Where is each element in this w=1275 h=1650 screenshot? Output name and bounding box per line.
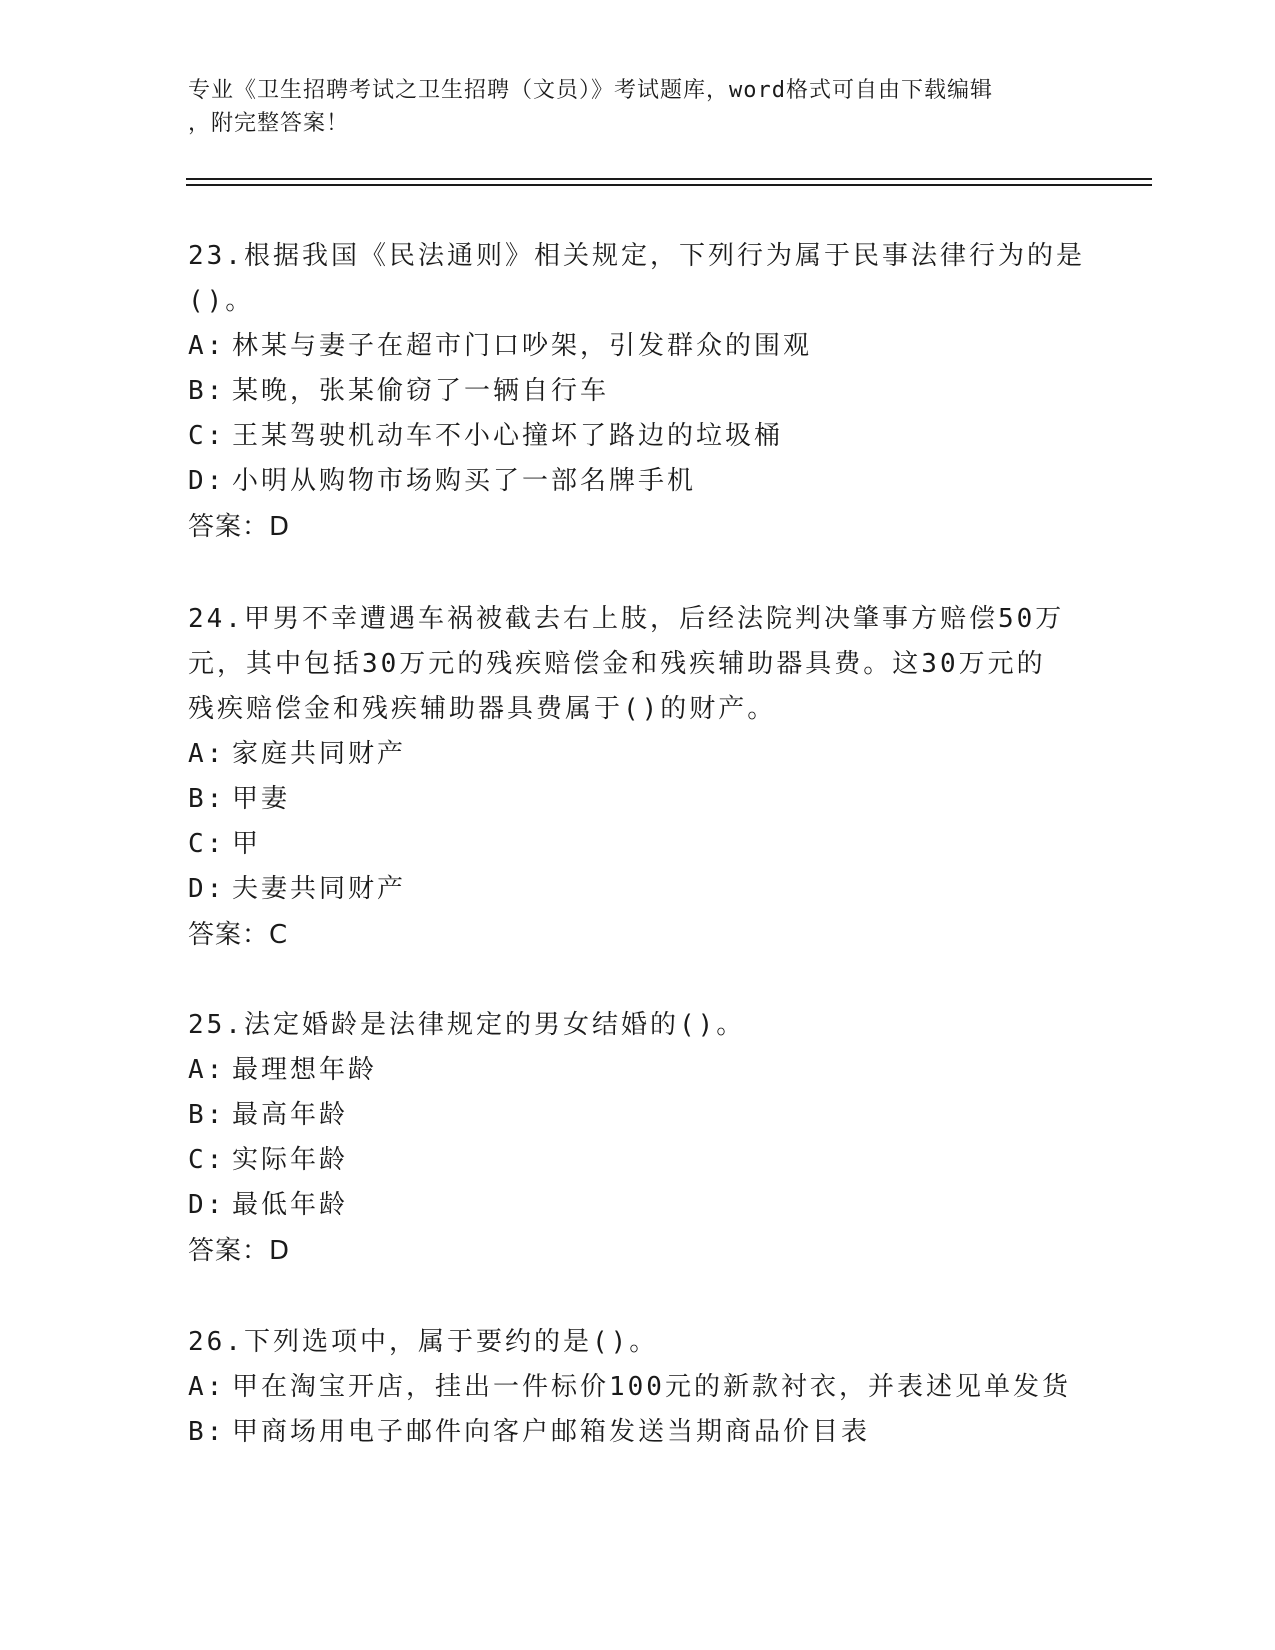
option-key: B: (188, 1100, 226, 1130)
header-line-2: ，附完整答案！ (188, 111, 350, 136)
header-divider-bottom (186, 184, 1152, 186)
header-divider-top (186, 178, 1152, 180)
option-c (188, 414, 1088, 459)
option-key: B: (188, 784, 226, 814)
option-d (188, 459, 1088, 504)
option-b (188, 777, 1088, 822)
option-key: B: (188, 1417, 226, 1447)
option-text: 林某与妻子在超市门口吵架，引发群众的围观 (232, 331, 813, 361)
option-text: 王某驾驶机动车不小心撞坏了路边的垃圾桶 (232, 421, 784, 451)
option-text: 甲在淘宝开店，挂出一件标价100元的新款衬衣，并表述见单发货 (232, 1372, 1071, 1402)
stem-line: 23.根据我国《民法通则》相关规定，下列行为属于民事法律行为的是 (188, 241, 1085, 271)
stem-line: 元，其中包括30万元的残疾赔偿金和残疾辅助器具费。这30万元的 (188, 649, 1046, 679)
stem-line: ()。 (188, 286, 255, 316)
option-c (188, 822, 1088, 867)
option-a (188, 1365, 1088, 1410)
stem-line: 24.甲男不幸遭遇车祸被截去右上肢，后经法院判决肇事方赔偿50万 (188, 604, 1065, 634)
stem-line: 26.下列选项中，属于要约的是()。 (188, 1327, 659, 1357)
option-text: 实际年龄 (232, 1145, 349, 1175)
option-a (188, 1048, 1088, 1093)
option-text: 甲商场用电子邮件向客户邮箱发送当期商品价目表 (232, 1417, 871, 1447)
option-key: D: (188, 1190, 226, 1220)
question-stem (188, 234, 1088, 324)
question-25 (188, 1003, 1088, 1274)
option-text: 甲 (232, 829, 262, 859)
question-26 (188, 1320, 1088, 1455)
option-a (188, 324, 1088, 369)
answer-line: 答案：D (188, 512, 291, 542)
stem-line: 残疾赔偿金和残疾辅助器具费属于()的财产。 (188, 694, 777, 724)
option-key: D: (188, 874, 226, 904)
option-key: A: (188, 1055, 226, 1085)
answer-line: 答案：C (188, 920, 289, 950)
option-key: C: (188, 1145, 226, 1175)
option-b (188, 1093, 1088, 1138)
stem-line: 25.法定婚龄是法律规定的男女结婚的()。 (188, 1010, 746, 1040)
option-c (188, 1138, 1088, 1183)
option-key: B: (188, 376, 226, 406)
option-b (188, 1410, 1088, 1455)
option-key: A: (188, 331, 226, 361)
option-key: C: (188, 421, 226, 451)
document-header (188, 74, 1088, 140)
option-text: 最理想年龄 (232, 1055, 378, 1085)
option-d (188, 867, 1088, 912)
option-key: A: (188, 739, 226, 769)
option-text: 某晚，张某偷窃了一辆自行车 (232, 376, 610, 406)
answer-line: 答案：D (188, 1236, 291, 1266)
option-key: D: (188, 466, 226, 496)
option-text: 甲妻 (232, 784, 291, 814)
option-b (188, 369, 1088, 414)
header-line-1: 专业《卫生招聘考试之卫生招聘（文员）》考试题库，word格式可自由下载编辑 (188, 78, 993, 103)
question-24 (188, 597, 1088, 958)
question-stem (188, 1320, 1088, 1365)
question-stem (188, 1003, 1088, 1048)
option-text: 家庭共同财产 (232, 739, 407, 769)
option-a (188, 732, 1088, 777)
option-d (188, 1183, 1088, 1228)
option-text: 最高年龄 (232, 1100, 349, 1130)
option-key: C: (188, 829, 226, 859)
option-text: 夫妻共同财产 (232, 874, 407, 904)
option-key: A: (188, 1372, 226, 1402)
question-23 (188, 234, 1088, 550)
question-stem (188, 597, 1088, 732)
option-text: 最低年龄 (232, 1190, 349, 1220)
option-text: 小明从购物市场购买了一部名牌手机 (232, 466, 697, 496)
